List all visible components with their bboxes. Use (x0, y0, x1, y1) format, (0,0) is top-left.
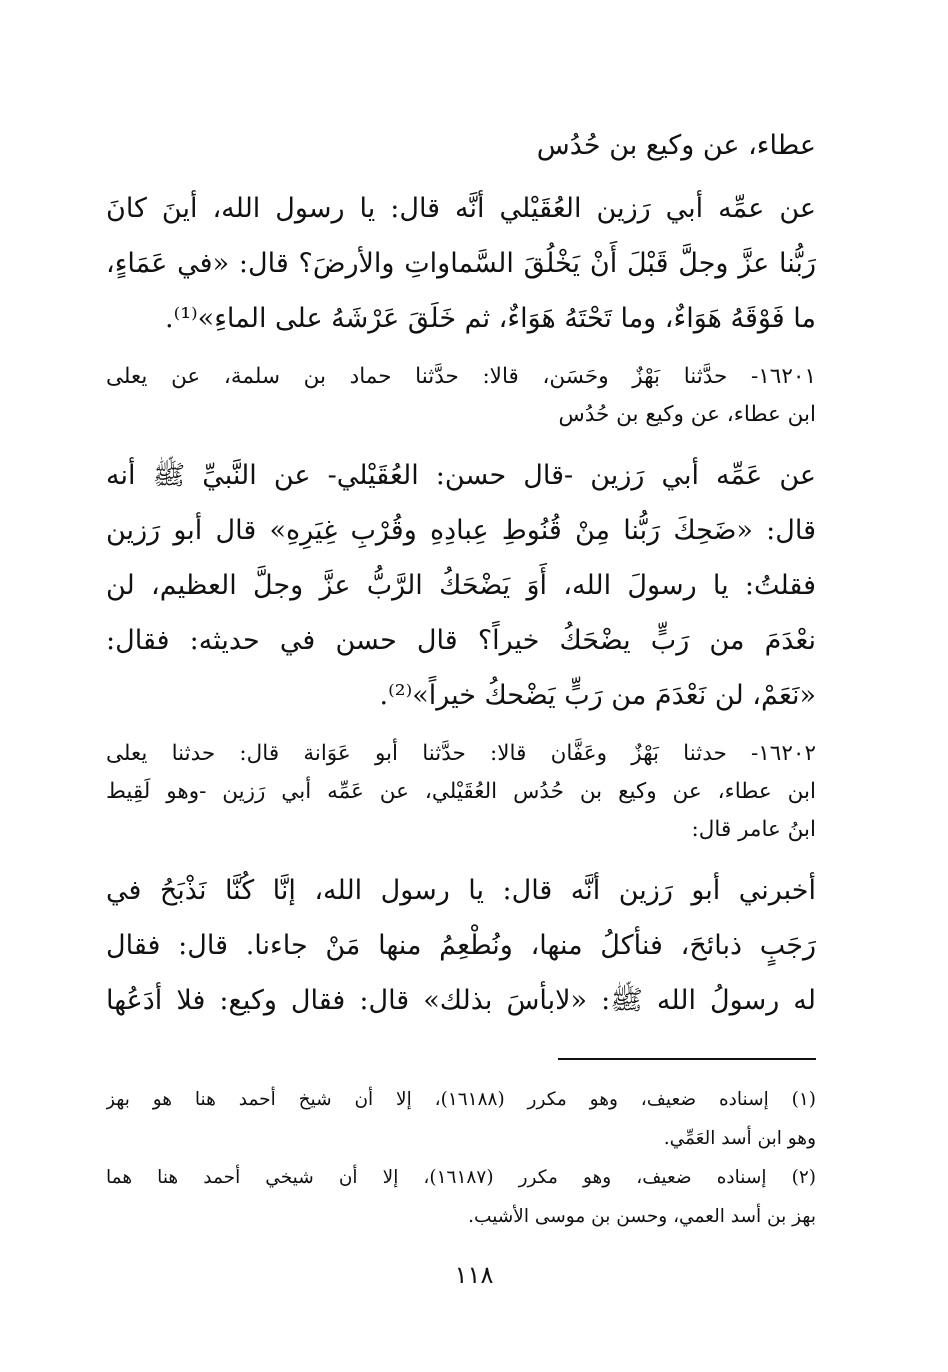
text-line: رَجَبٍ ذبائحَ، فنأكلُ منها، ونُطْعِمُ منها مَنْ جاءنا. قال: فقال (106, 930, 816, 961)
hadith-16202-isnad (106, 735, 816, 849)
text-line: ابنُ عامر قال: (691, 817, 816, 842)
text-line: ابن عطاء، عن وكيع بن حُدُس (558, 402, 816, 427)
text-line: نعْدَمَ من رَبٍّ يضْحَكُ خيراً؟ قال حسن في حديثه: فقال: (106, 625, 816, 656)
footnote-2 (106, 1158, 816, 1236)
text-line: ما فَوْقَهُ هَوَاءٌ، وما تَحْتَهُ هَوَاءٌ، ثم خَلَقَ عَرْشَهُ على الماءِ»⁽¹⁾. (165, 303, 816, 334)
text-line: فقلتُ: يا رسولَ الله، أَوَ يَضْحَكُ الرَّبُّ عزَّ وجلَّ العظيم، لن (106, 570, 816, 601)
text-line: عن عَمِّه أبي رَزين -قال حسن: العُقَيْلي- عن النَّبيِّ ﷺ أنه (106, 460, 816, 491)
hadith-16202-matn (106, 863, 816, 1028)
footnote-line: (١) إسناده ضعيف، وهو مكرر (١٦١٨٨)، إلا أن شيخ أحمد هنا هو بهز (106, 1089, 816, 1110)
footnote-line: (٢) إسناده ضعيف، وهو مكرر (١٦١٨٧)، إلا أن شيخي أحمد هنا هما (106, 1167, 816, 1188)
text-line: قال: «ضَحِكَ رَبُّنا مِنْ قُنُوطِ عِبادِهِ وقُرْبِ غِيَرِهِ» قال أبو رَزين (106, 515, 816, 546)
text-line: عطاء، عن وكيع بن حُدُس (536, 130, 816, 161)
continuation-line (106, 118, 816, 173)
footnote-1 (106, 1080, 816, 1158)
text-line: ١٦٢٠٢- حدثنا بَهْزٌ وعَفَّان قالا: حدَّثنا أبو عَوَانة قال: حدثنا يعلى (106, 741, 816, 766)
page-body (106, 118, 816, 1028)
text-line: رَبُّنا عزَّ وجلَّ قَبْلَ أَنْ يَخْلُقَ السَّماواتِ والأرضَ؟ قال: «في عَمَاءٍ، (106, 248, 816, 279)
footnotes (106, 1080, 816, 1236)
text-line: له رسولُ الله ﷺ: «لابأسَ بذلك» قال: فقال وكيع: فلا أدَعُها (106, 985, 816, 1016)
page-number: ١١٨ (454, 1261, 494, 1289)
hadith-16201-isnad (106, 358, 816, 434)
hadith-16201-matn (106, 448, 816, 723)
text-line: «نَعَمْ، لن نَعْدَمَ من رَبٍّ يَضْحكُ خيراً»⁽²⁾. (379, 680, 816, 711)
text-line: أخبرني أبو رَزين أنَّه قال: يا رسول الله، إنَّا كُنَّا نَذْبَحُ في (106, 875, 816, 906)
footnote-line: وهو ابن أسد العَمِّي. (663, 1128, 816, 1149)
footnote-separator (558, 1058, 816, 1060)
text-line: عن عمِّه أبي رَزين العُقَيْلي أنَّه قال: يا رسول الله، أينَ كانَ (106, 193, 816, 224)
hadith-16200-matn (106, 181, 816, 346)
text-line: ابن عطاء، عن وكيع بن حُدُس العُقَيْلي، عن عَمِّه أبي رَزين -وهو لَقِيط (106, 779, 816, 804)
footnote-line: بهز بن أسد العمي، وحسن بن موسى الأشيب. (468, 1206, 816, 1227)
text-line: ١٦٢٠١- حدَّثنا بَهْزٌ وحَسَن، قالا: حدَّثنا حماد بن سلمة، عن يعلى (106, 364, 816, 389)
